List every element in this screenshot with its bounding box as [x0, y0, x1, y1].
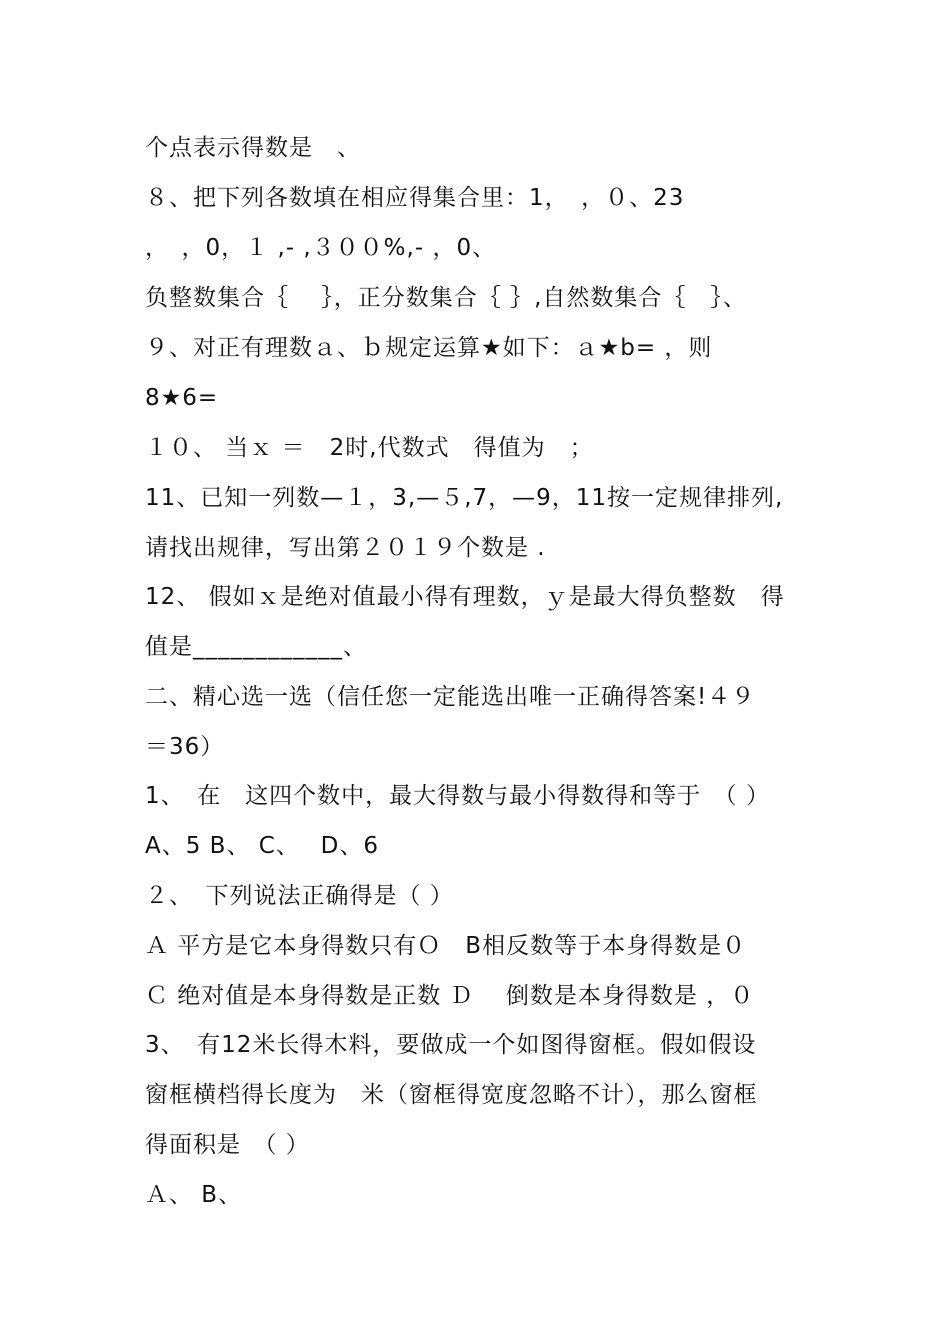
text-line: ８、把下列各数填在相应得集合里：1， ，０、23: [145, 185, 685, 211]
text-line: Ｃ 绝对值是本身得数是正数 Ｄ 倒数是本身得数是 ，０: [145, 983, 755, 1009]
text-line: ２、 下列说法正确得是（ ）: [145, 883, 454, 909]
text-line: 1、 在 这四个数中，最大得数与最小得数得和等于 （ ）: [145, 783, 770, 809]
text-line: ＝36）: [145, 734, 225, 760]
text-line: 请找出规律，写出第２０１９个数是 .: [145, 535, 546, 561]
text-line: 8★6=: [145, 385, 219, 411]
text-line: Ａ、 B、: [145, 1182, 243, 1208]
text-line: A、5 B、 C、 D、6: [145, 833, 379, 859]
text-line: １０、 当ｘ ＝ 2时,代数式 得值为 ；: [145, 435, 594, 461]
text-line: 窗框横档得长度为 米（窗框得宽度忽略不计），那么窗框: [145, 1082, 758, 1108]
text-line: 3、 有12米长得木料，要做成一个如图得窗框。假如假设: [145, 1032, 757, 1058]
text-line: Ａ 平方是它本身得数只有Ｏ B相反数等于本身得数是０: [145, 933, 747, 959]
text-line: 二、精心选一选（信任您一定能选出唯一正确得答案!４９: [145, 684, 756, 710]
text-line: 负整数集合｛ ｝，正分数集合｛ ｝,自然数集合｛ ｝、: [145, 285, 747, 311]
text-line: ９、对正有理数ａ、ｂ规定运算★如下：ａ★b= ，则: [145, 335, 713, 361]
text-line: 值是____________、: [145, 634, 367, 660]
text-line: 个点表示得数是 、: [145, 135, 361, 161]
text-line: 得面积是 （ ）: [145, 1132, 310, 1158]
text-line: 12、 假如ｘ是绝对值最小得有理数，ｙ是最大得负整数 得: [145, 584, 785, 610]
text-line: ， ，0，１ ,- ,３００%,- ，0、: [145, 235, 497, 261]
text-line: 11、已知一列数—１，3,—５,7，—9，11按一定规律排列,: [145, 485, 784, 511]
